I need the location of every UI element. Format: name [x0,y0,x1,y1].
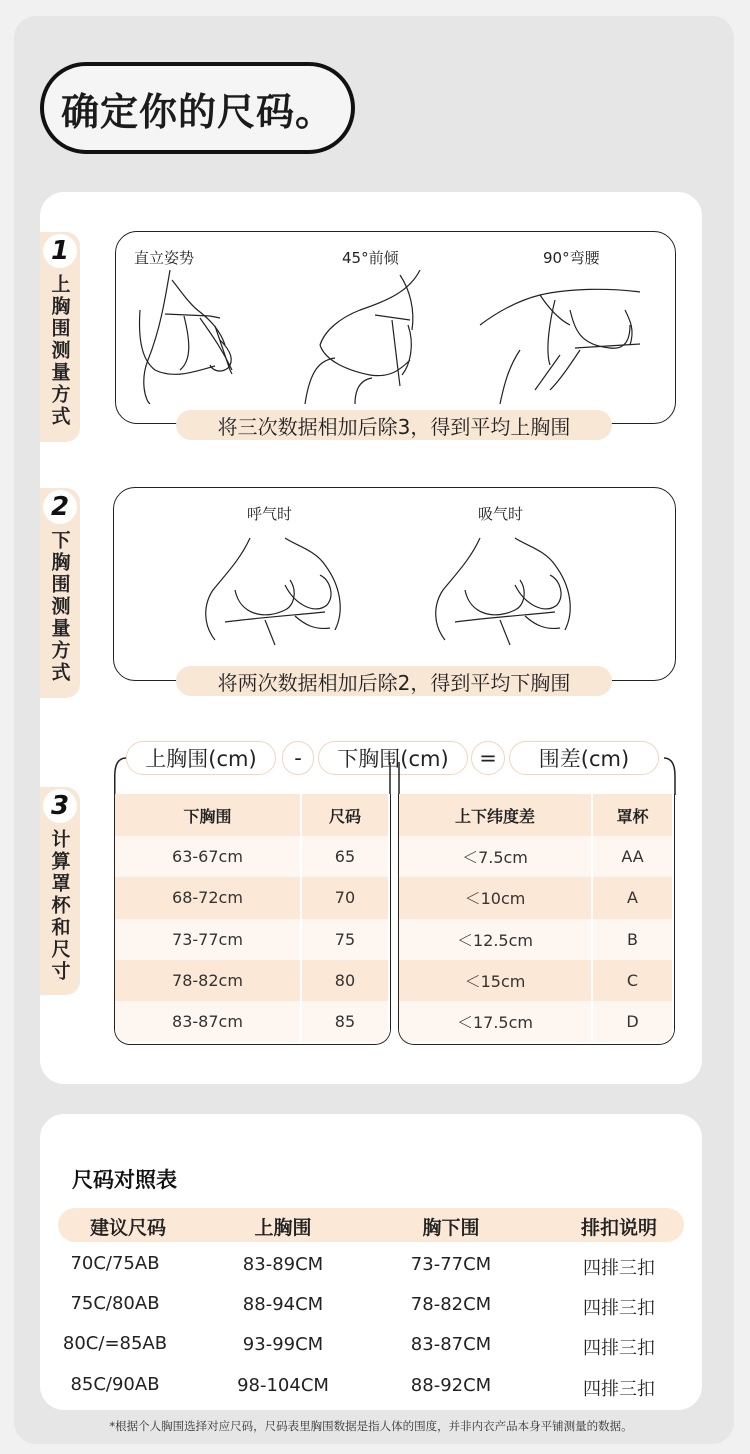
size-chart-cell: 75C/80AB [70,1293,160,1314]
step-2-label: 下胸围测量方式 [48,530,71,684]
table-row [399,836,673,877]
size-chart-cell: 83-89CM [242,1254,324,1275]
page-title [40,62,355,154]
step-3-tab [40,787,80,995]
size-chart-cell: 70C/75AB [70,1253,160,1274]
band-header-under: 下胸围 [115,794,301,836]
cup-letter: D [592,1001,673,1042]
band-size: 70 [301,877,389,918]
size-chart-cell: 98-104CM [237,1375,329,1396]
step-1-tab [40,232,80,442]
footnote: *根据个人胸围选择对应尺码，尺码表里胸围数据是指人体的围度，并非内衣产品本身平铺测量的数据。 [109,1419,633,1433]
formula-lower-bust: 下胸围(cm) [318,741,468,775]
table-row [399,960,673,1001]
lower-bust-illustration [195,530,595,650]
size-chart-cell: 80C/=85AB [62,1333,168,1354]
table-row [399,877,673,918]
cup-diff: ＜12.5cm [399,919,592,960]
pose-upright-label: 直立姿势 [134,249,195,267]
step-2-note: 将两次数据相加后除2，得到平均下胸围 [176,666,612,696]
exhale-figure [206,538,340,645]
cup-letter: A [592,877,673,918]
band-size-table [114,794,391,1045]
pose-45-figure [305,270,420,404]
cup-header-cup: 罩杯 [592,794,673,836]
size-chart-header: 胸下围 [422,1217,480,1239]
cup-letter: C [592,960,673,1001]
step-3-label: 计算罩杯和尺寸 [48,829,71,983]
step-3-number: 3 [43,789,77,823]
cup-diff: ＜15cm [399,960,592,1001]
size-chart-header: 建议尺码 [89,1217,166,1239]
table-row [115,836,389,877]
band-range: 78-82cm [115,960,301,1001]
inhale-label: 吸气时 [478,505,524,523]
cup-diff: ＜7.5cm [399,836,592,877]
size-chart-cell: 四排三扣 [583,1258,655,1279]
inhale-figure [436,538,570,645]
size-chart-header: 上胸围 [254,1217,312,1239]
page-title-text: 确定你的尺码。 [60,89,334,134]
cup-size-table [398,794,675,1045]
band-header-size: 尺码 [301,794,389,836]
size-chart-cell: 四排三扣 [583,1379,655,1400]
cup-header-diff: 上下纬度差 [399,794,592,836]
step-1-number: 1 [43,234,77,268]
step-2-number: 2 [43,490,77,524]
band-range: 68-72cm [115,877,301,918]
cup-diff: ＜17.5cm [399,1001,592,1042]
band-range: 73-77cm [115,919,301,960]
pose-90-label: 90°弯腰 [543,249,600,267]
table-frame-tops [114,756,676,796]
formula-upper-bust: 上胸围(cm) [126,741,276,775]
size-chart-cell: 83-87CM [410,1334,492,1355]
size-chart-header: 排扣说明 [580,1217,657,1239]
cup-letter: B [592,919,673,960]
size-chart-cell: 88-94CM [242,1294,324,1315]
band-range: 63-67cm [115,836,301,877]
cup-letter: AA [592,836,673,877]
size-chart-cell: 85C/90AB [70,1374,160,1395]
table-row [399,919,673,960]
size-chart-cell: 四排三扣 [583,1298,655,1319]
pose-90-figure [480,289,640,404]
size-chart-cell: 93-99CM [242,1334,324,1355]
band-range: 83-87cm [115,1001,301,1042]
size-chart-cell: 四排三扣 [583,1338,655,1359]
size-chart-title: 尺码对照表 [72,1168,177,1192]
band-size: 75 [301,919,389,960]
table-row [115,1001,389,1042]
exhale-label: 呼气时 [247,505,293,523]
step-1-label: 上胸围测量方式 [48,274,71,428]
size-chart-cell: 73-77CM [410,1254,492,1275]
step-2-tab [40,488,80,698]
formula-minus: - [282,741,314,775]
upper-bust-poses-illustration [120,270,670,404]
size-chart-cell: 88-92CM [410,1375,492,1396]
band-size: 65 [301,836,389,877]
size-chart-cell: 78-82CM [410,1294,492,1315]
table-row [399,1001,673,1042]
cup-diff: ＜10cm [399,877,592,918]
table-row [115,960,389,1001]
band-size: 80 [301,960,389,1001]
step-1-note: 将三次数据相加后除3，得到平均上胸围 [176,410,612,440]
formula-difference: 围差(cm) [509,741,659,775]
formula-equals: = [471,741,505,775]
pose-45-label: 45°前倾 [342,249,399,267]
table-row [115,919,389,960]
table-row [115,877,389,918]
band-size: 85 [301,1001,389,1042]
pose-upright-figure [140,270,232,404]
